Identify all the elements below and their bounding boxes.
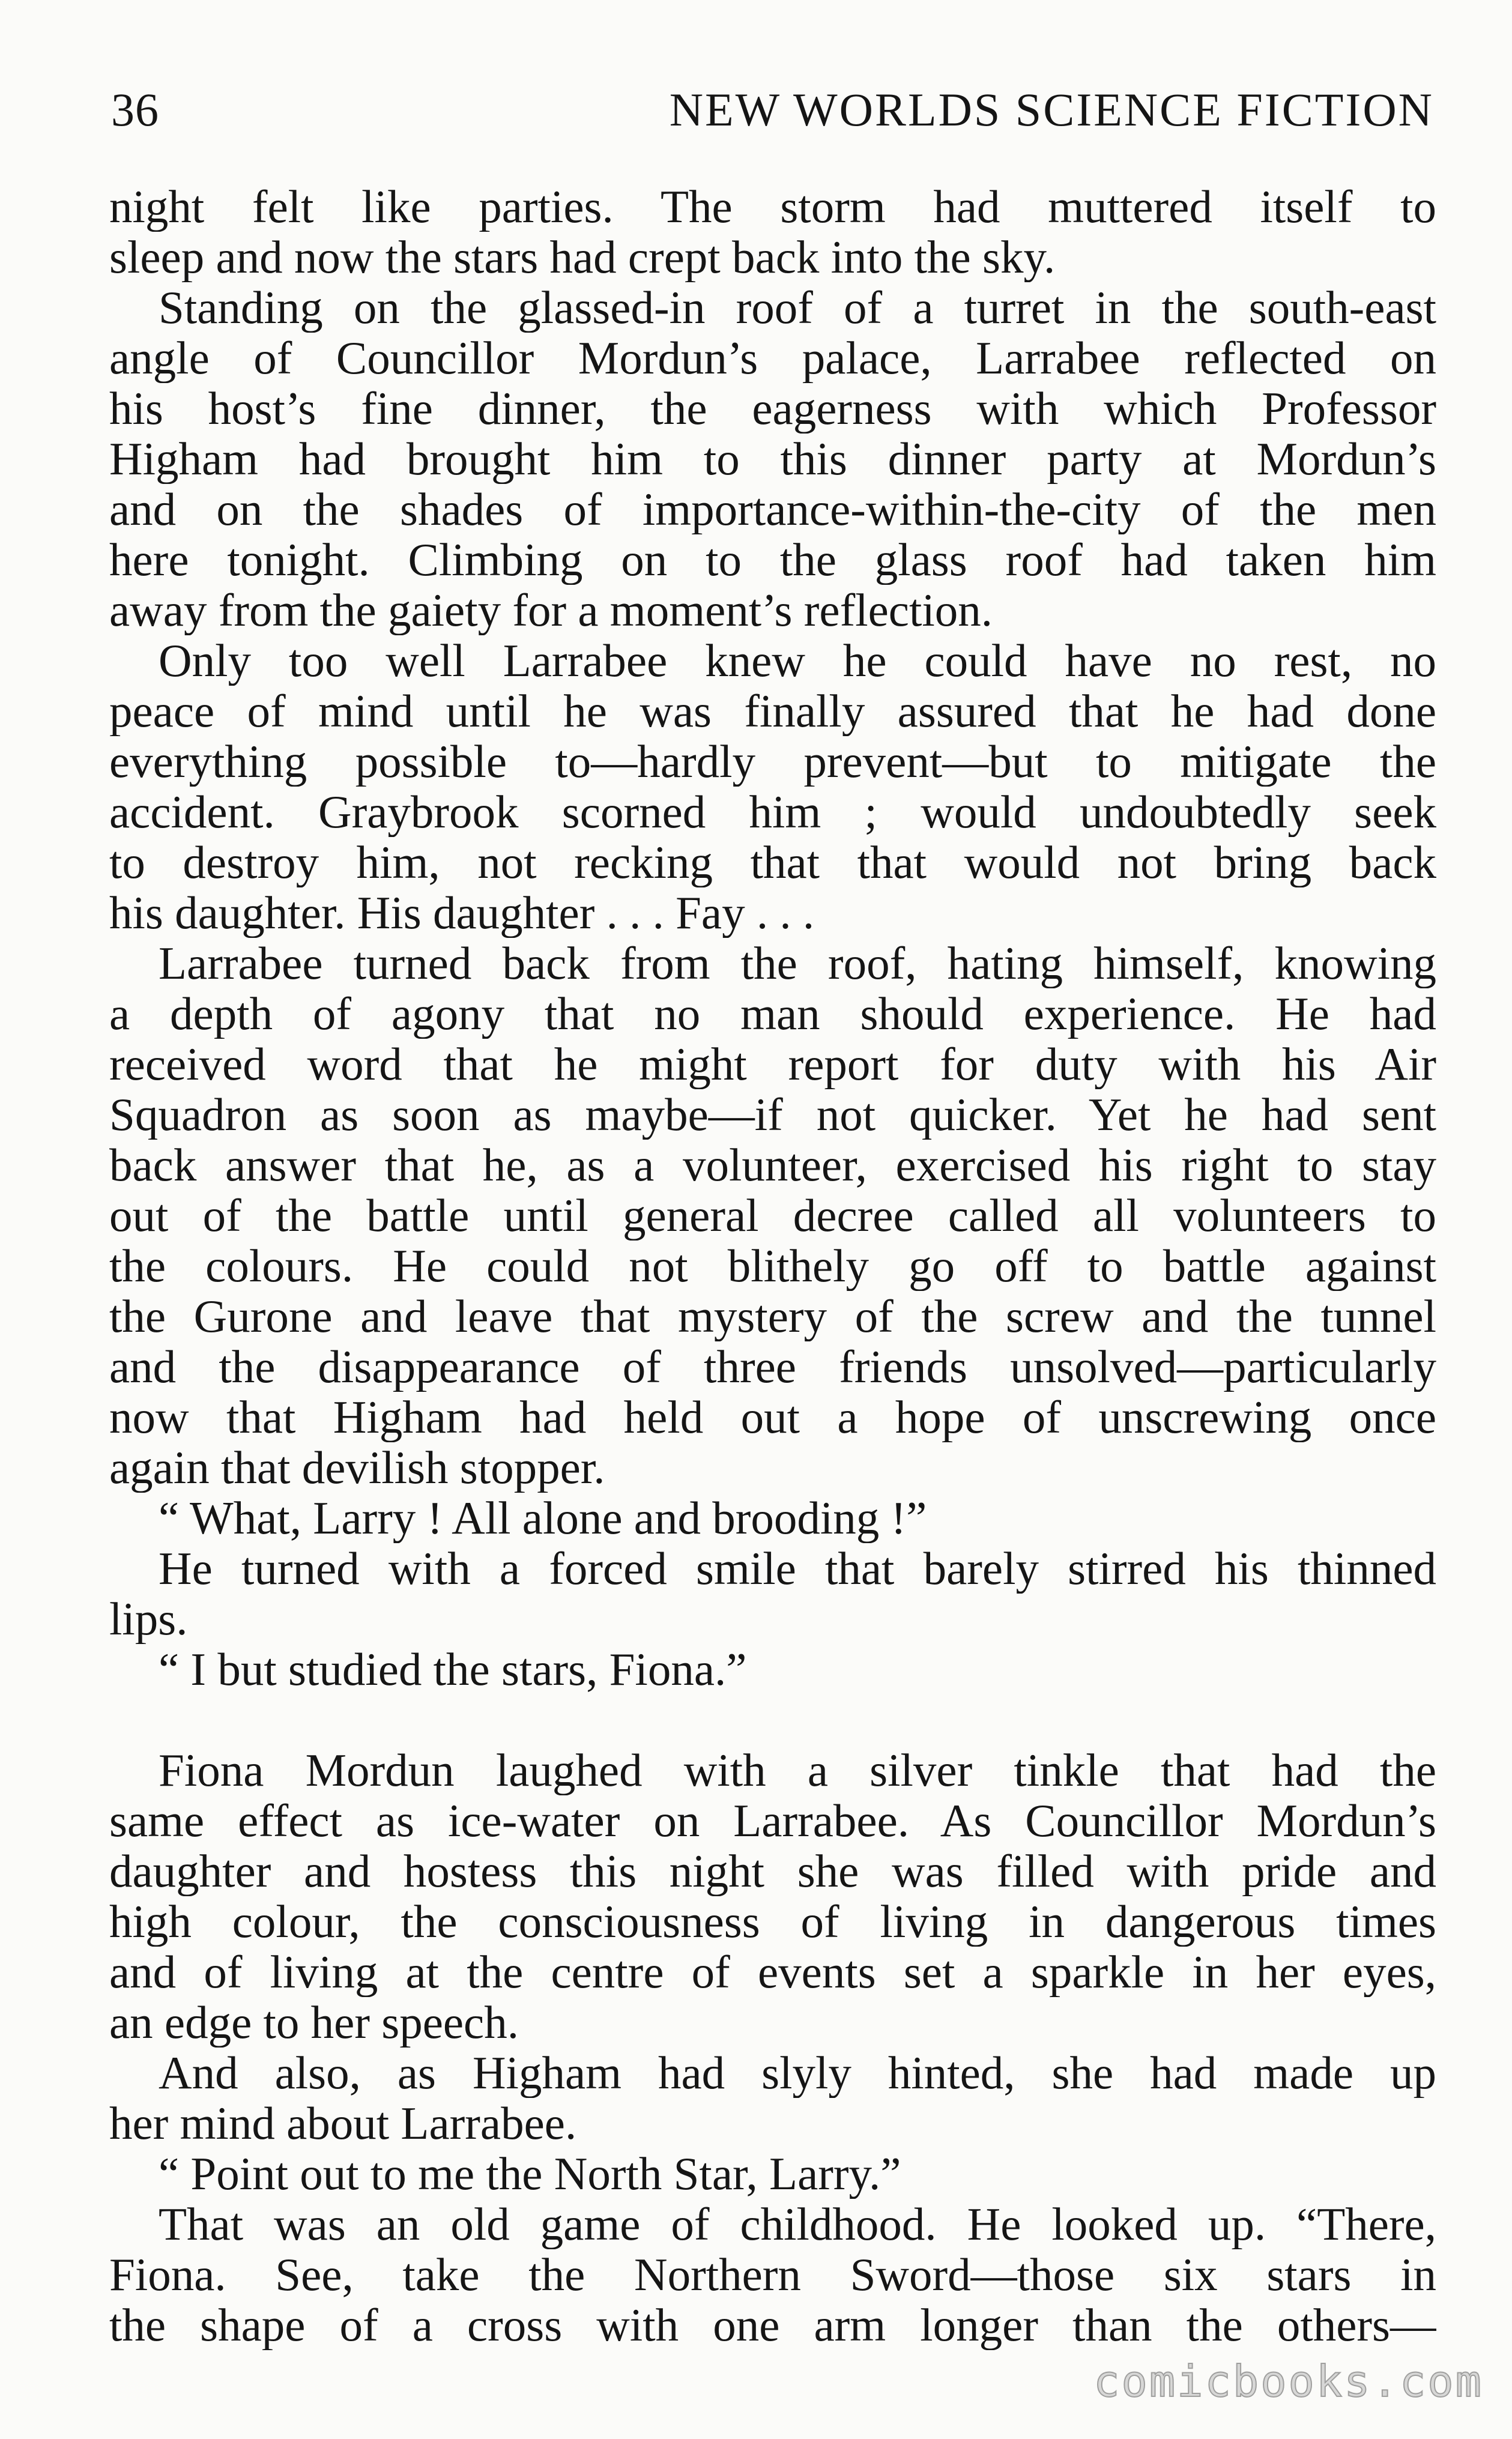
text-line: and the disappearance of three friends unsolved—particularly	[109, 1341, 1436, 1392]
text-line: out of the battle until general decree called all volunteers to	[109, 1190, 1436, 1241]
text-line: Fiona. See, take the Northern Sword—those six stars in	[109, 2249, 1436, 2300]
text-line: again that devilish stopper.	[109, 1442, 605, 1493]
text-line: and of living at the centre of events set a sparkle in her eyes,	[109, 1947, 1436, 1997]
text-line: “ What, Larry ! All alone and brooding !”	[159, 1493, 927, 1543]
text-line: away from the gaiety for a moment’s reflection.	[109, 585, 993, 635]
text-line: an edge to her speech.	[109, 1997, 519, 2048]
story-text	[109, 181, 1436, 2350]
text-line: He turned with a forced smile that barely stirred his thinned	[159, 1543, 1436, 1594]
text-line: and on the shades of importance-within-the-city of the men	[109, 484, 1436, 534]
text-line: angle of Councillor Mordun’s palace, Larrabee reflected on	[109, 333, 1436, 383]
text-line: Larrabee turned back from the roof, hating himself, knowing	[159, 938, 1436, 988]
text-line: daughter and hostess this night she was filled with pride and	[109, 1846, 1436, 1896]
text-line: his daughter. His daughter . . . Fay . . .	[109, 887, 815, 938]
text-line: high colour, the consciousness of living in dangerous times	[109, 1896, 1436, 1947]
text-line: Fiona Mordun laughed with a silver tinkle that had the	[159, 1745, 1436, 1795]
text-line: Squadron as soon as maybe—if not quicker. Yet he had sent	[109, 1089, 1436, 1140]
text-line: here tonight. Climbing on to the glass roof had taken him	[109, 534, 1436, 585]
text-line: to destroy him, not recking that that would not bring back	[109, 837, 1436, 887]
text-line: her mind about Larrabee.	[109, 2098, 577, 2148]
text-line: peace of mind until he was finally assured that he had done	[109, 686, 1436, 736]
text-line: the shape of a cross with one arm longer than the others—	[109, 2300, 1436, 2350]
text-line: the Gurone and leave that mystery of the screw and the tunnel	[109, 1291, 1436, 1341]
text-line: And also, as Higham had slyly hinted, she had made up	[159, 2048, 1436, 2098]
text-line: a depth of agony that no man should experience. He had	[109, 988, 1436, 1039]
section-break	[109, 1694, 1436, 1745]
text-line: accident. Graybrook scorned him ; would undoubtedly seek	[109, 787, 1436, 837]
text-line: Higham had brought him to this dinner party at Mordun’s	[109, 434, 1436, 484]
text-line: his host’s fine dinner, the eagerness with which Professor	[109, 383, 1436, 434]
text-line: sleep and now the stars had crept back into the sky.	[109, 232, 1056, 282]
text-line: same effect as ice-water on Larrabee. As Councillor Mordun’s	[109, 1795, 1436, 1846]
watermark-logo: comicbooks.com	[1093, 2356, 1483, 2407]
text-line: Standing on the glassed-in roof of a turret in the south-east	[159, 282, 1436, 333]
text-line: That was an old game of childhood. He looked up. “There,	[159, 2199, 1436, 2249]
text-line: “ Point out to me the North Star, Larry.”	[159, 2148, 901, 2199]
text-line: the colours. He could not blithely go off to battle against	[109, 1241, 1436, 1291]
text-line: Only too well Larrabee knew he could have no rest, no	[159, 635, 1436, 686]
text-line: “ I but studied the stars, Fiona.”	[159, 1644, 747, 1694]
text-line: night felt like parties. The storm had muttered itself to	[109, 181, 1436, 232]
text-line: lips.	[109, 1594, 188, 1644]
page-number: 36	[111, 83, 159, 136]
text-line: now that Higham had held out a hope of unscrewing once	[109, 1392, 1436, 1442]
page-header	[111, 83, 1434, 137]
text-line: back answer that he, as a volunteer, exercised his right to stay	[109, 1140, 1436, 1190]
running-title: NEW WORLDS SCIENCE FICTION	[669, 83, 1434, 136]
text-line: received word that he might report for duty with his Air	[109, 1039, 1436, 1089]
text-line: everything possible to—hardly prevent—but to mitigate the	[109, 736, 1436, 787]
